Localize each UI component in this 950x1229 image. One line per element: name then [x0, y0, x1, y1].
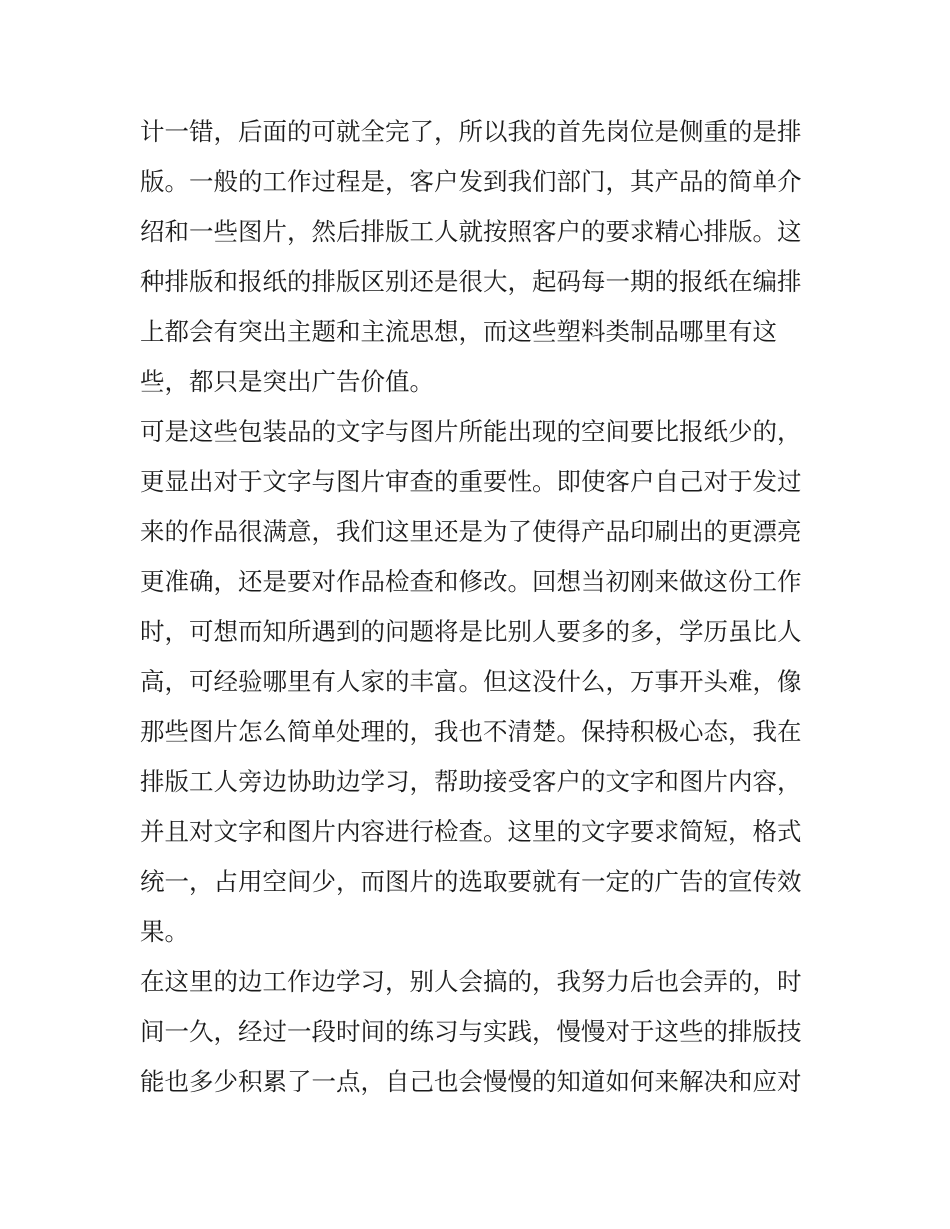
text-line-14: 排版工人旁边协助边学习，帮助接受客户的文字和图片内容，: [140, 767, 802, 796]
text-line-18: 在这里的边工作边学习，别人会搞的，我努力后也会弄的，时: [140, 967, 802, 996]
text-line-11: 时，可想而知所遇到的问题将是比别人要多的多，学历虽比人: [140, 617, 802, 646]
body-text: [140, 107, 820, 1107]
text-line-13: 那些图片怎么简单处理的，我也不清楚。保持积极心态，我在: [140, 717, 802, 746]
text-line-4: 种排版和报纸的排版区别还是很大，起码每一期的报纸在编排: [140, 267, 802, 296]
text-line-7: 可是这些包装品的文字与图片所能出现的空间要比报纸少的，: [140, 417, 802, 446]
text-line-1: 计一错，后面的可就全完了，所以我的首先岗位是侧重的是排: [140, 117, 802, 146]
text-line-20: 能也多少积累了一点，自己也会慢慢的知道如何来解决和应对: [140, 1067, 802, 1096]
text-line-17: 果。: [140, 917, 189, 946]
text-line-19: 间一久，经过一段时间的练习与实践，慢慢对于这些的排版技: [140, 1017, 802, 1046]
text-line-6: 些，都只是突出广告价值。: [140, 367, 434, 396]
text-line-15: 并且对文字和图片内容进行检查。这里的文字要求简短，格式: [140, 817, 802, 846]
text-line-9: 来的作品很满意，我们这里还是为了使得产品印刷出的更漂亮: [140, 517, 802, 546]
text-line-16: 统一，占用空间少，而图片的选取要就有一定的广告的宣传效: [140, 867, 802, 896]
text-line-3: 绍和一些图片，然后排版工人就按照客户的要求精心排版。这: [140, 217, 802, 246]
text-line-10: 更准确，还是要对作品检查和修改。回想当初刚来做这份工作: [140, 567, 802, 596]
text-line-5: 上都会有突出主题和主流思想，而这些塑料类制品哪里有这: [140, 317, 777, 346]
text-line-12: 高，可经验哪里有人家的丰富。但这没什么，万事开头难，像: [140, 667, 802, 696]
text-line-8: 更显出对于文字与图片审查的重要性。即使客户自己对于发过: [140, 467, 802, 496]
text-line-2: 版。一般的工作过程是，客户发到我们部门，其产品的简单介: [140, 167, 802, 196]
